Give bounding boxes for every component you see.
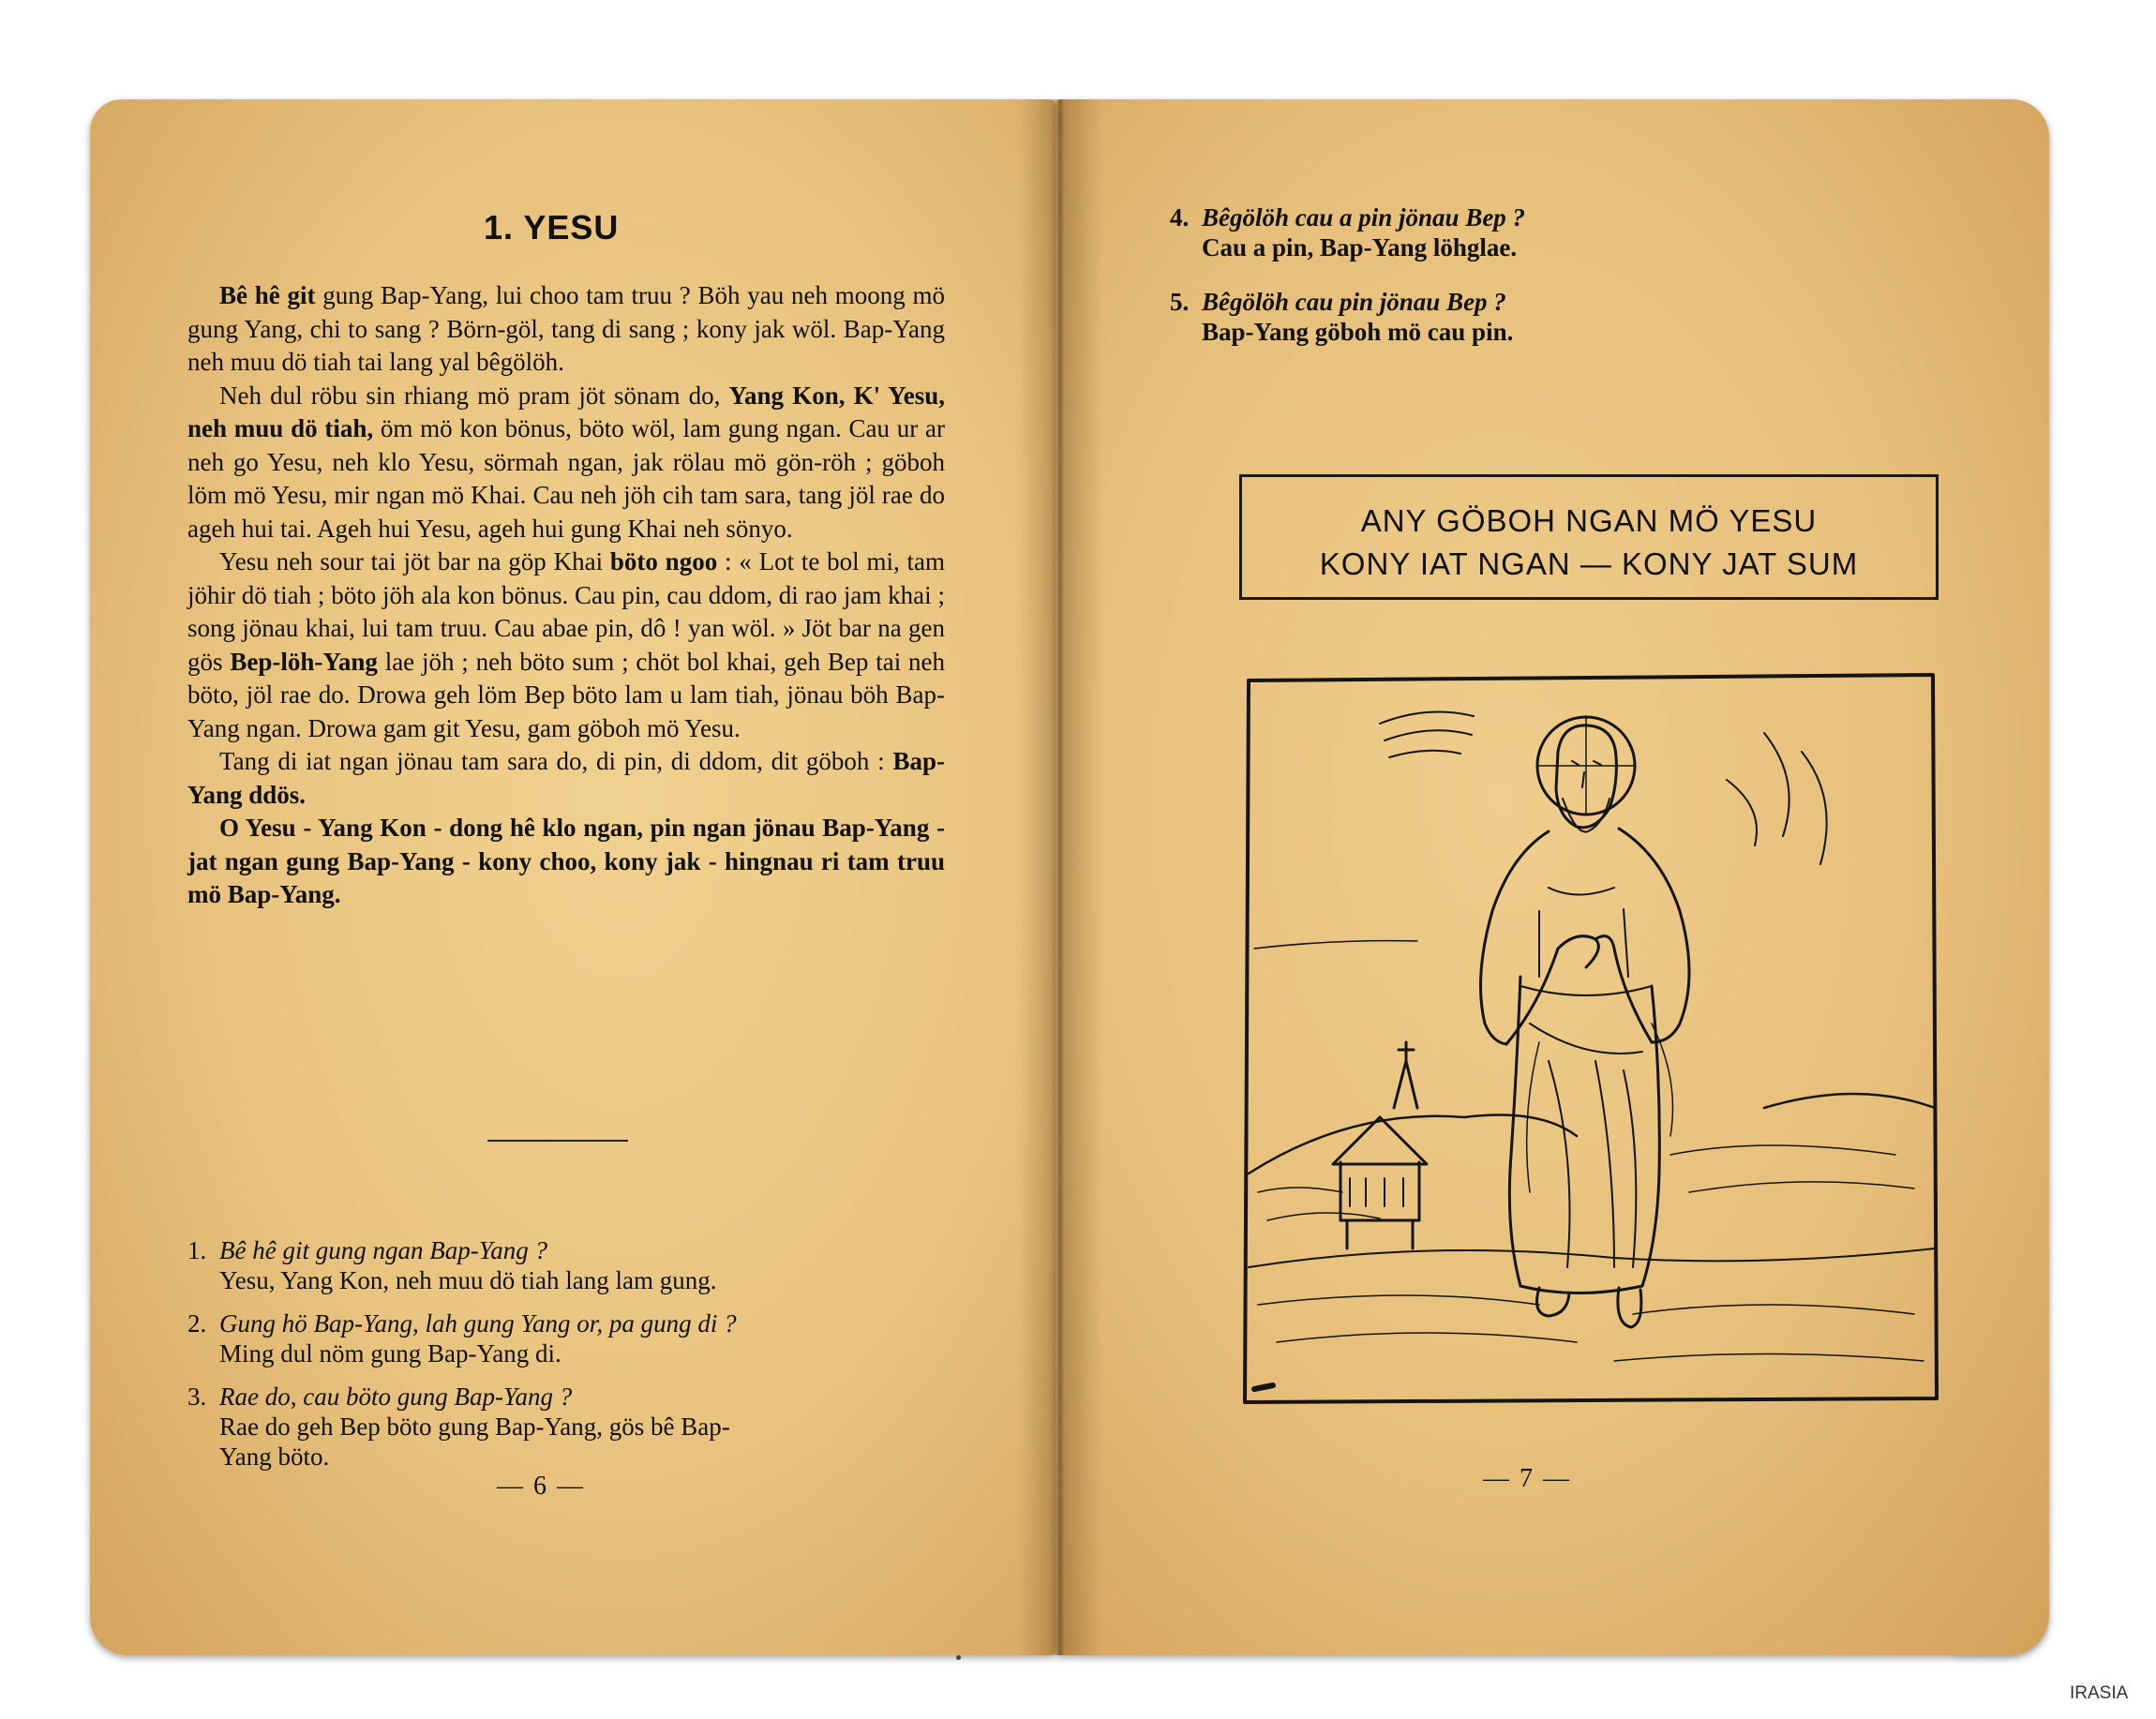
- bold-text-run: Bê hê git: [219, 281, 316, 309]
- text-run: gung Bap-Yang, lui choo tam truu ? Böh yau neh moong mö gung Yang, chi to sang ? Börn-göl, tang di sang ; kony jak wöl. Bap-Yang neh muu dö tiah tai lang yal bêgölöh.: [187, 281, 945, 376]
- question-4: [1170, 202, 1995, 262]
- watermark: IRASIA: [2070, 1683, 2129, 1703]
- bold-text-run: böto ngoo: [609, 547, 718, 575]
- chapter-title: 1. YESU: [484, 208, 620, 247]
- body-paragraph: [187, 546, 945, 745]
- answer-text: Yang böto.: [219, 1442, 330, 1471]
- question-number: 3.: [187, 1383, 207, 1411]
- speck: [956, 1655, 961, 1660]
- answer-text: Cau a pin, Bap-Yang löhglae.: [1202, 233, 1518, 262]
- bold-text-run: Yang Kon, K' Yesu, neh muu dö tiah,: [187, 381, 945, 442]
- bold-text-run: O Yesu - Yang Kon - dong hê klo ngan, pin ngan jönau Bap-Yang - jat ngan gung Bap-Yang - kony choo, kony jak - hingnau ri tam truu mö Bap-Yang.: [187, 814, 945, 908]
- question-number: 5.: [1170, 288, 1190, 316]
- page-number-right: — 7 —: [1483, 1464, 1571, 1493]
- body-paragraph: [187, 380, 945, 546]
- text-run: lae jöh ; neh böto sum ; chöt bol khai, geh Bep tai neh böto, jöl rae do. Drowa geh löm Bep böto lam u lam tiah, jönau böh Bap-Yang ngan. Drowa gam git Yesu, gam göboh mö Yesu.: [187, 647, 946, 742]
- body-paragraph: [187, 279, 945, 380]
- jesus-with-chapel-drawing: [1239, 667, 1939, 1408]
- answer-text: Bap-Yang göboh mö cau pin.: [1202, 318, 1514, 346]
- title-banner: [1239, 474, 1939, 600]
- banner-line-1: ANY GÖBOH NGAN MÖ YESU: [1360, 503, 1818, 538]
- page-number-left: — 6 —: [497, 1472, 585, 1501]
- question-1: [187, 1235, 975, 1295]
- right-page: [1056, 99, 2049, 1655]
- question-5: [1170, 287, 1995, 347]
- open-book: [90, 99, 2045, 1663]
- answer-text: Yesu, Yang Kon, neh muu dö tiah lang lam gung.: [219, 1266, 717, 1294]
- section-divider: [487, 1140, 628, 1142]
- text-run: Neh dul röbu sin rhiang mö pram jöt sönam do,: [219, 381, 729, 410]
- text-run: Tang di iat ngan jönau tam sara do, di pin, di ddom, dit göboh :: [219, 747, 893, 775]
- chapter-body-text: [187, 279, 945, 912]
- banner-line-2: KONY IAT NGAN — KONY JAT SUM: [1319, 546, 1859, 581]
- question-3: [187, 1382, 975, 1472]
- question-text: Rae do, cau böto gung Bap-Yang ?: [219, 1383, 573, 1411]
- bold-text-run: Bep-löh-Yang: [230, 647, 378, 676]
- question-number: 2.: [187, 1309, 207, 1338]
- question-text: Bêgölöh cau pin jönau Bep ?: [1202, 288, 1506, 316]
- left-page: [90, 99, 1056, 1655]
- bold-text-run: Bap-Yang ddös.: [187, 747, 945, 809]
- answer-text: Ming dul nöm gung Bap-Yang di.: [219, 1339, 561, 1368]
- question-text: Bêgölöh cau a pin jönau Bep ?: [1202, 203, 1526, 232]
- text-run: Yesu neh sour tai jöt bar na göp Khai: [219, 547, 610, 575]
- question-number: 4.: [1170, 203, 1190, 232]
- question-number: 1.: [187, 1236, 207, 1264]
- question-2: [187, 1308, 975, 1368]
- body-paragraph: [187, 745, 945, 812]
- answer-text: Rae do geh Bep böto gung Bap-Yang, gös bê Bap-: [219, 1413, 730, 1441]
- text-run: : « Lot te bol mi, tam jöhir dö tiah ; böto jöh ala kon bönus. Cau pin, cau ddom, di rao jam khai ; song jönau khai, lui tam truu. Cau abae pin, dô ! yan wöl. » Jöt bar na gen gös: [187, 547, 945, 676]
- question-text: Bê hê git gung ngan Bap-Yang ?: [219, 1236, 547, 1264]
- text-run: öm mö kon bönus, böto wöl, lam gung ngan. Cau ur ar neh go Yesu, neh klo Yesu, sörmah ngan, jak rölau mö gön-röh ; göboh löm mö Yesu, mir ngan mö Khai. Cau neh jöh cih tam sara, tang jöl rae do ageh hui tai. Ageh hui Yesu, ageh hui gung Khai neh sönyo.: [187, 414, 945, 543]
- body-paragraph: [187, 812, 945, 912]
- question-text: Gung hö Bap-Yang, lah gung Yang or, pa gung di ?: [219, 1309, 737, 1338]
